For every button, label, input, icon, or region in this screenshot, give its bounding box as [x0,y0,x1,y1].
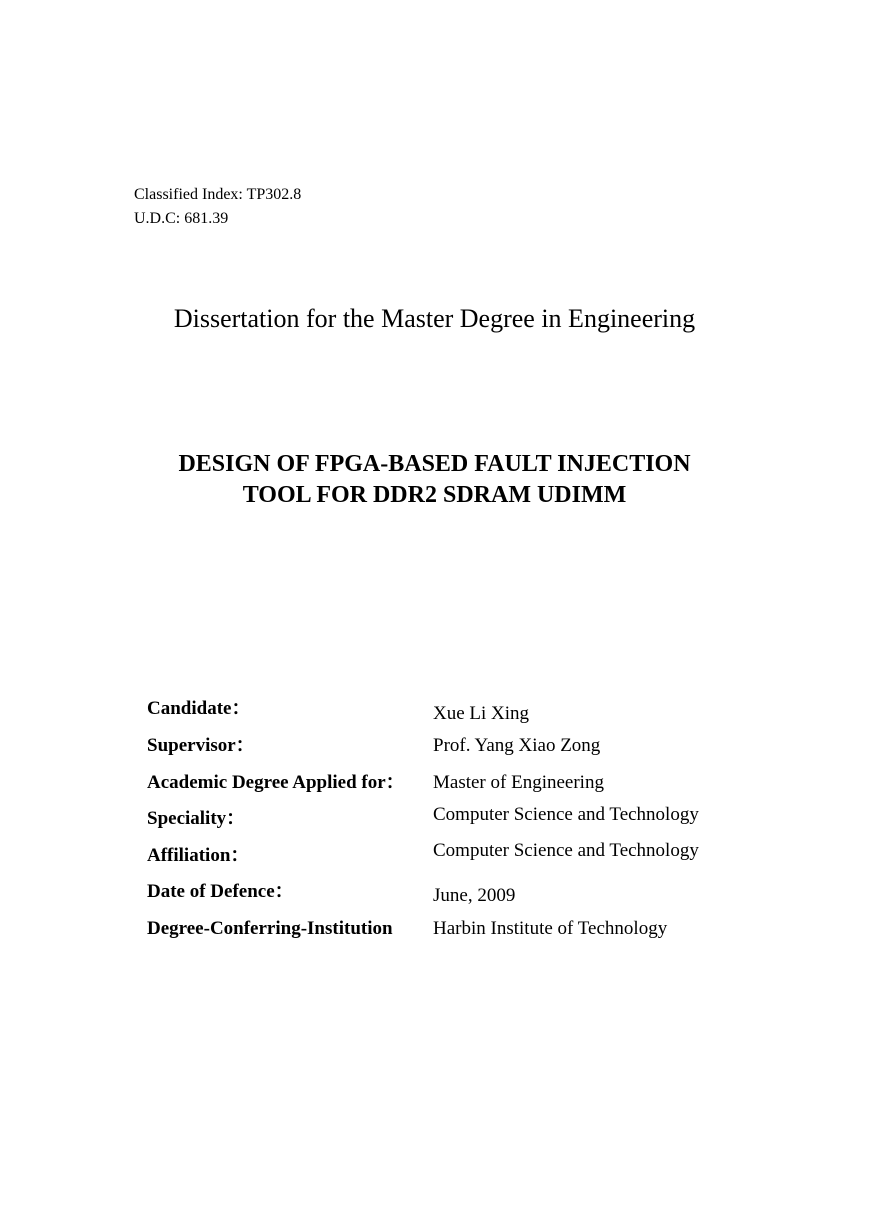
candidate-label: Candidate： [147,698,251,719]
supervisor-value: Prof. Yang Xiao Zong [433,735,601,756]
academic-degree-value: Master of Engineering [433,772,604,793]
thesis-title-line-1: DESIGN OF FPGA-BASED FAULT INJECTION [178,451,691,477]
institution-value: Harbin Institute of Technology [433,918,668,939]
candidate-value: Xue Li Xing [433,703,530,724]
affiliation-value: Computer Science and Technology [433,840,699,861]
thesis-title-line-2: TOOL FOR DDR2 SDRAM UDIMM [242,482,627,508]
supervisor-label: Supervisor： [147,735,255,756]
academic-degree-label: Academic Degree Applied for： [147,772,405,793]
udc-number: U.D.C: 681.39 [134,210,229,227]
classified-index: Classified Index: TP302.8 [134,186,302,203]
affiliation-label: Affiliation： [147,845,250,866]
date-of-defence-value: June, 2009 [433,885,516,906]
candidate-info-table [147,0,767,1228]
dissertation-type: Dissertation for the Master Degree in Engineering [173,304,696,333]
institution-label: Degree-Conferring-Institution [147,918,393,939]
date-of-defence-label: Date of Defence： [147,881,294,902]
speciality-value: Computer Science and Technology [433,804,699,825]
speciality-label: Speciality： [147,808,246,829]
